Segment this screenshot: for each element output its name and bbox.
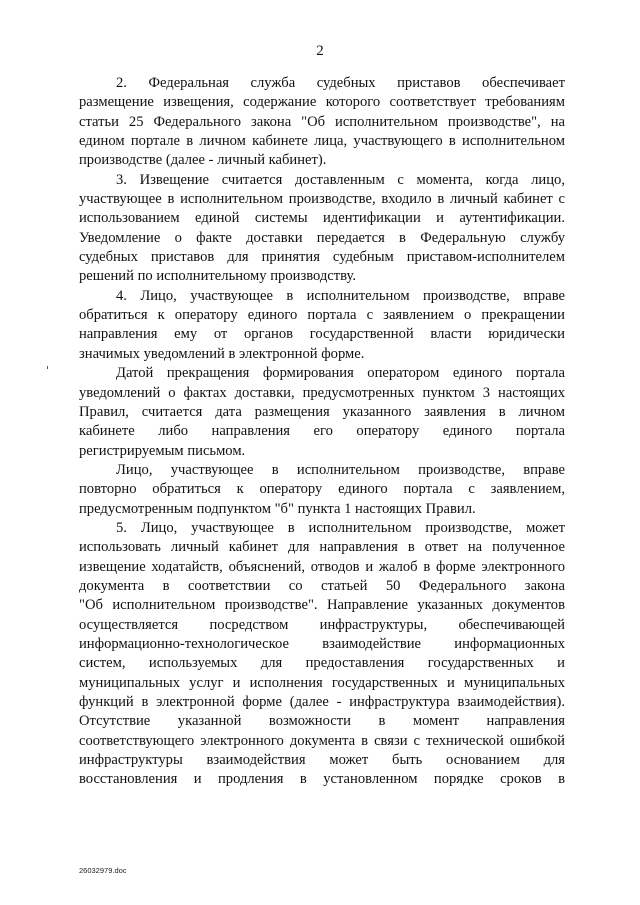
text-line: 3. Извещение считается доставленным с момента, когда лицо,	[116, 171, 565, 188]
text-line: 5. Лицо, участвующее в исполнительном производстве, может	[116, 519, 565, 536]
text-line: решений по исполнительному производству.	[79, 268, 357, 285]
text-line: восстановления и продления в установленном порядке сроков в	[79, 771, 565, 788]
paragraph-4	[79, 287, 565, 364]
text-line: Датой прекращения формирования оператором единого портала	[116, 365, 565, 382]
text-line: направления ему от органов государственной власти юридически	[79, 326, 565, 343]
page-number: 2	[316, 43, 324, 59]
paragraph-5	[79, 519, 565, 790]
text-line: функций в электронной форме (далее - инфраструктура взаимодействия).	[79, 694, 565, 710]
text-line: регистрируемым письмом.	[79, 442, 246, 459]
paragraph-3	[79, 171, 565, 287]
text-line: Отсутствие указанной возможности в момент направления	[79, 713, 565, 730]
text-line: соответствующего электронного документа в связи с технической ошибкой	[79, 732, 565, 749]
paragraph-4-termination-date	[79, 364, 565, 461]
text-line: Уведомление о факте доставки передается в Федеральную службу	[79, 229, 565, 246]
paragraph-2	[79, 74, 565, 171]
text-line: использованием единой системы идентификации и аутентификации.	[79, 210, 565, 227]
text-line: размещение извещения, содержание которого соответствует требованиям	[79, 94, 565, 111]
text-line: муниципальных услуг и исполнения государственных и муниципальных	[79, 674, 565, 691]
text-line: уведомлений о фактах доставки, предусмотренных пунктом 3 настоящих	[79, 384, 565, 401]
text-line: Правил, считается дата размещения указанного заявления в личном	[79, 403, 565, 420]
paragraph-4-repeat-request	[79, 461, 565, 519]
text-line: информационно-технологическое взаимодействие информационных	[79, 635, 565, 652]
text-line: инфраструктуры взаимодействия может быть основанием для	[79, 752, 565, 769]
text-line: повторно обратиться к оператору единого портала с заявлением,	[79, 481, 565, 498]
text-line: Лицо, участвующее в исполнительном производстве, вправе	[116, 461, 565, 478]
text-line: 2. Федеральная служба судебных приставов обеспечивает	[116, 75, 565, 91]
text-line: обратиться к оператору единого портала с заявлением о прекращении	[79, 307, 565, 324]
text-line: извещение ходатайств, объяснений, отводов и жалоб в форме электронного	[79, 558, 565, 575]
text-line: кабинете либо направления его оператору единого портала	[79, 423, 565, 440]
text-line: значимых уведомлений в электронной форме.	[79, 345, 365, 362]
text-line: судебных приставов для принятия судебным приставом-исполнителем	[79, 249, 565, 266]
text-line: документа в соответствии со статьей 50 Федерального закона	[79, 577, 565, 594]
text-line: 4. Лицо, участвующее в исполнительном производстве, вправе	[116, 287, 565, 304]
text-line: участвующее в исполнительном производстве, входило в личный кабинет с	[79, 191, 565, 208]
document-filename: 26032979.doc	[79, 866, 127, 875]
text-line: осуществляется посредством инфраструктуры, обеспечивающей	[79, 616, 565, 633]
text-line: предусмотренным подпунктом "б" пункта 1 настоящих Правил.	[79, 500, 476, 517]
text-line: "Об исполнительном производстве". Направление указанных документов	[79, 597, 565, 614]
text-line: использовать личный кабинет для направления в ответ на полученное	[79, 539, 565, 556]
text-line: производстве (далее - личный кабинет).	[79, 152, 327, 169]
text-line: систем, используемых для предоставления государственных и	[79, 655, 565, 672]
text-line: статьи 25 Федерального закона "Об исполнительном производстве", на	[79, 113, 565, 130]
document-body	[79, 74, 565, 790]
text-line: едином портале в личном кабинете лица, участвующего в исполнительном	[79, 133, 565, 150]
margin-mark	[47, 366, 48, 369]
